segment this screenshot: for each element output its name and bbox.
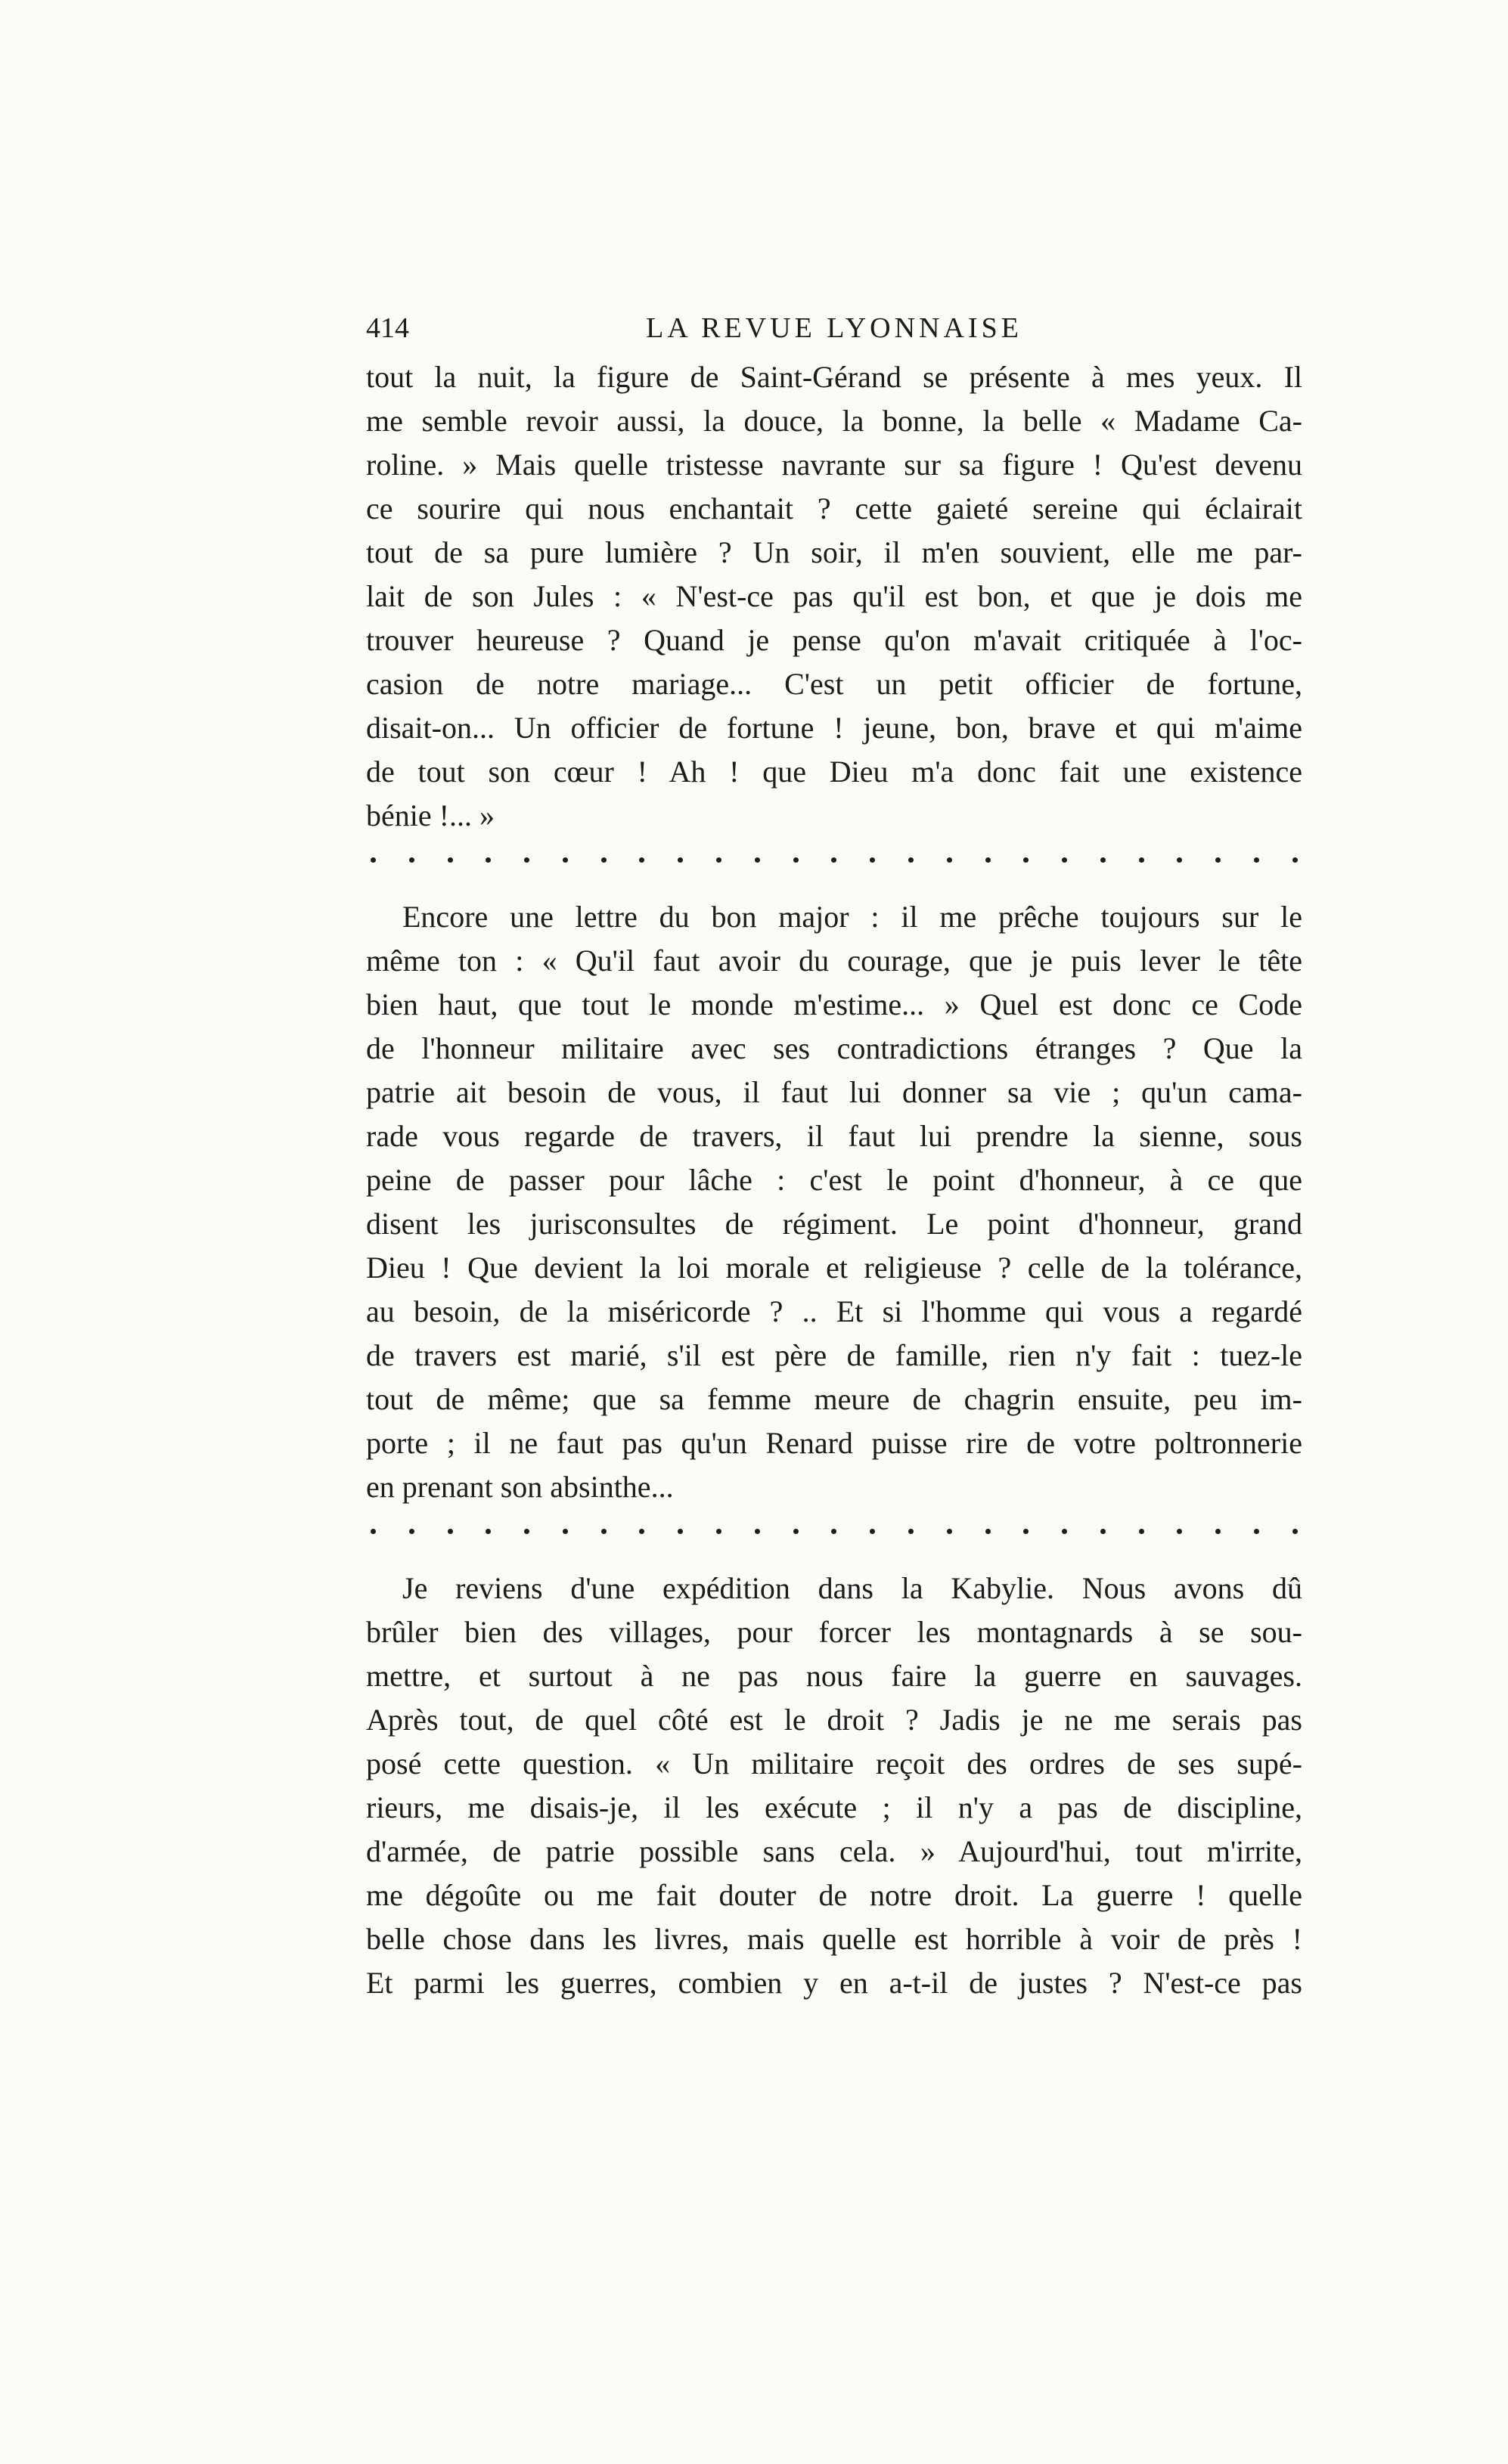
text-line: tout de sa pure lumière ? Un soir, il m'en souvient, elle me par- [366,535,1302,569]
text-line: rade vous regarde de travers, il faut lui prendre la sienne, sous [366,1119,1302,1153]
paragraph-2 [366,895,1302,1509]
text-line: bien haut, que tout le monde m'estime... » Quel est donc ce Code [366,987,1302,1021]
text-line: disait-on... Un officier de fortune ! jeune, bon, brave et qui m'aime [366,711,1302,745]
text-line: de tout son cœur ! Ah ! que Dieu m'a donc fait une existence [366,755,1302,789]
text-line: casion de notre mariage... C'est un petit officier de fortune, [366,667,1302,701]
text-line: disent les jurisconsultes de régiment. Le point d'honneur, grand [366,1207,1302,1241]
body-text [366,355,1302,2005]
text-line: de travers est marié, s'il est père de famille, rien n'y fait : tuez-le [366,1338,1302,1372]
text-line: même ton : « Qu'il faut avoir du courage, que je puis lever le tête [366,944,1302,978]
text-line: Et parmi les guerres, combien y en a-t-il de justes ? N'est-ce pas [366,1966,1302,2000]
journal-title: LA REVUE LYONNAISE [646,312,1022,344]
running-head [366,305,1302,351]
text-line: ce sourire qui nous enchantait ? cette gaieté sereine qui éclairait [366,491,1302,525]
text-line: peine de passer pour lâche : c'est le point d'honneur, à ce que [366,1163,1302,1197]
text-line: Encore une lettre du bon major : il me prêche toujours sur le [402,900,1302,934]
text-line: me dégoûte ou me fait douter de notre droit. La guerre ! quelle [366,1878,1302,1912]
section-separator-dots [366,838,1302,882]
page-number: 414 [366,312,409,344]
text-line: posé cette question. « Un militaire reçoit des ordres de ses supé- [366,1746,1302,1781]
paragraph-1 [366,355,1302,838]
text-line: rieurs, me disais-je, il les exécute ; il n'y a pas de discipline, [366,1790,1302,1824]
text-line: belle chose dans les livres, mais quelle est horrible à voir de près ! [366,1922,1302,1956]
text-line: tout de même; que sa femme meure de chagrin ensuite, peu im- [366,1382,1302,1416]
text-line: me semble revoir aussi, la douce, la bonne, la belle « Madame Ca- [366,404,1302,438]
text-line: trouver heureuse ? Quand je pense qu'on m'avait critiquée à l'oc- [366,623,1302,657]
text-line: brûler bien des villages, pour forcer les montagnards à se sou- [366,1615,1302,1649]
text-line: patrie ait besoin de vous, il faut lui donner sa vie ; qu'un cama- [366,1075,1302,1109]
text-line: tout la nuit, la figure de Saint-Gérand se présente à mes yeux. Il [366,360,1302,394]
section-separator-dots [366,1509,1302,1553]
text-line: en prenant son absinthe... [366,1470,674,1504]
text-line: Après tout, de quel côté est le droit ? Jadis je ne me serais pas [366,1703,1302,1737]
text-line: mettre, et surtout à ne pas nous faire la guerre en sauvages. [366,1659,1302,1693]
text-line: Dieu ! Que devient la loi morale et religieuse ? celle de la tolérance, [366,1251,1302,1285]
text-line: Je reviens d'une expédition dans la Kabylie. Nous avons dû [402,1571,1302,1605]
text-line: roline. » Mais quelle tristesse navrante sur sa figure ! Qu'est devenu [366,448,1302,482]
text-line: lait de son Jules : « N'est-ce pas qu'il est bon, et que je dois me [366,579,1302,613]
text-line: de l'honneur militaire avec ses contradictions étranges ? Que la [366,1031,1302,1065]
text-line: au besoin, de la miséricorde ? .. Et si l'homme qui vous a regardé [366,1294,1302,1328]
text-line: d'armée, de patrie possible sans cela. » Aujourd'hui, tout m'irrite, [366,1834,1302,1868]
paragraph-3 [366,1567,1302,2005]
text-line: bénie !... » [366,798,495,832]
text-line: porte ; il ne faut pas qu'un Renard puisse rire de votre poltronnerie [366,1426,1302,1460]
